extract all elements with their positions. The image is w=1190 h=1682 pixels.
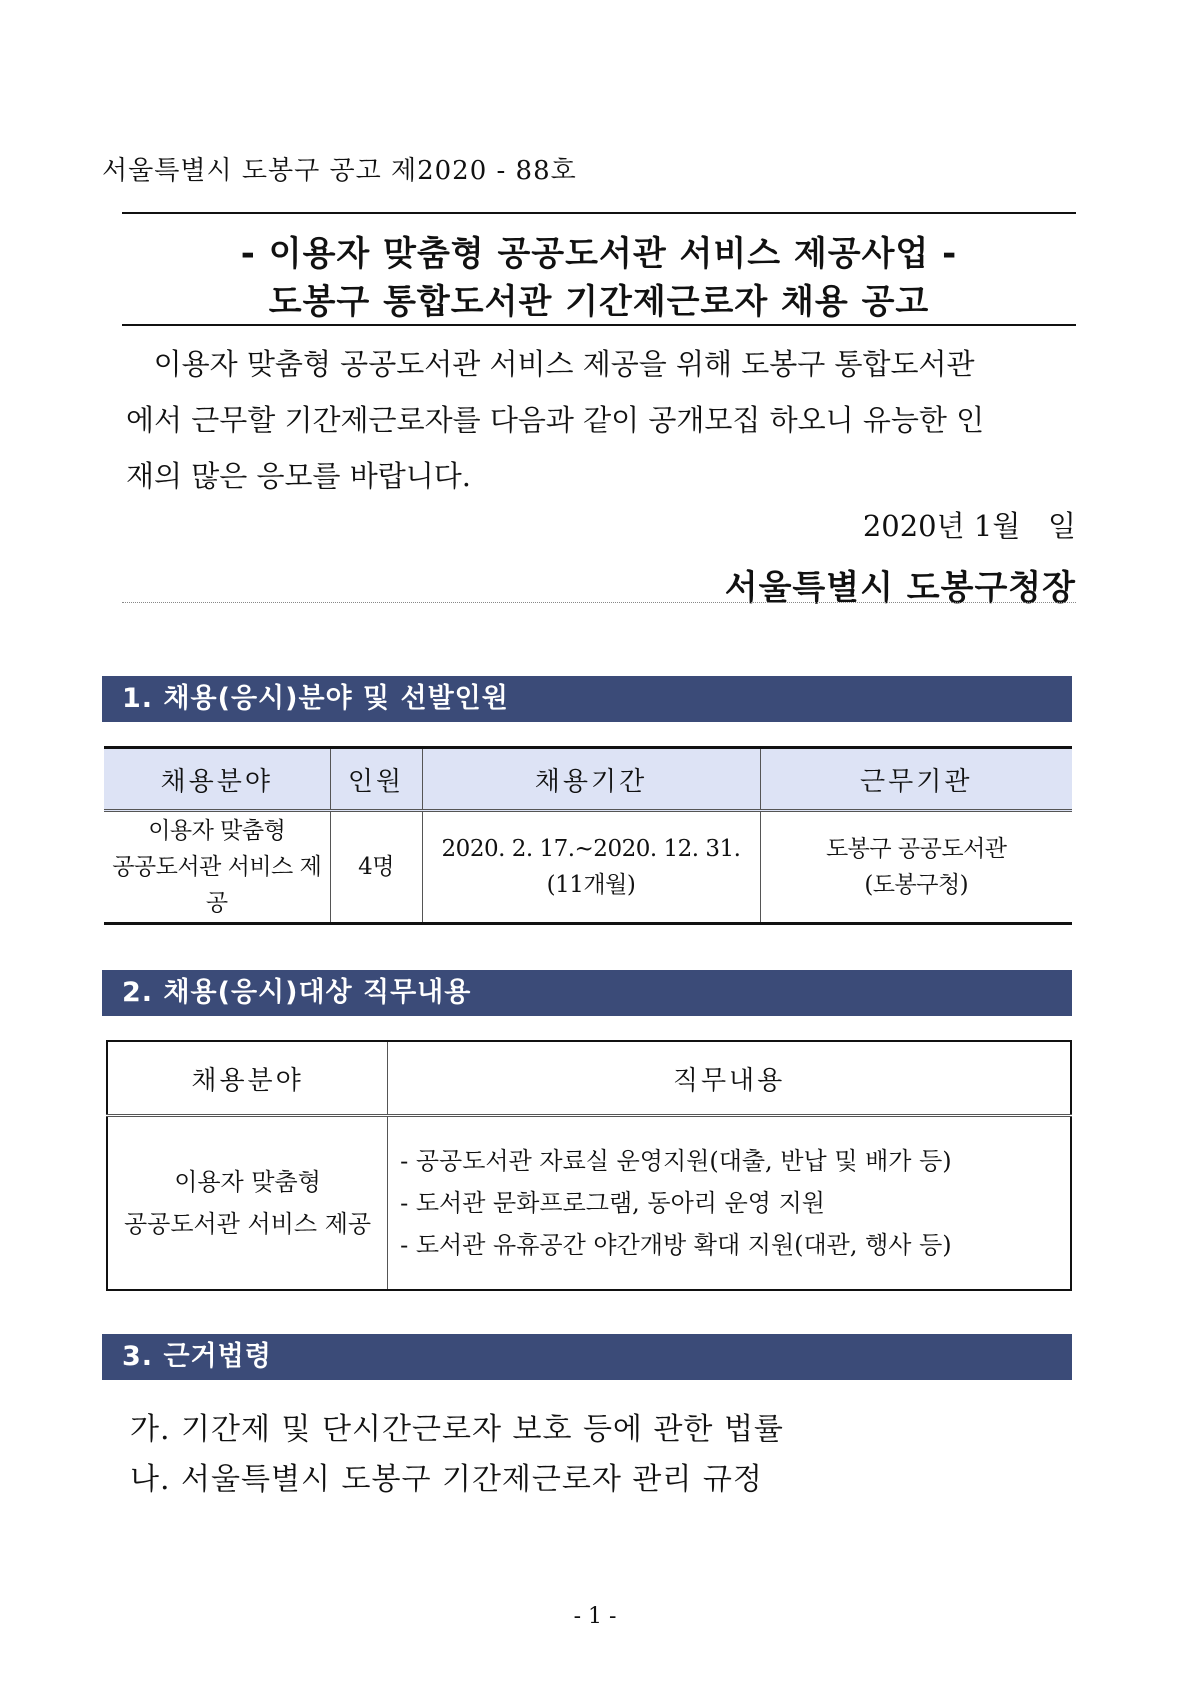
table-header-row [104, 748, 1072, 811]
header-org: 근무기관 [760, 748, 1072, 811]
cell-field-line-2: 공공도서관 서비스 제공 [124, 1210, 372, 1238]
section-1-header: 1. 채용(응시)분야 및 선발인원 [102, 676, 1072, 722]
header-period: 채용기간 [422, 748, 760, 811]
cell-field-line-2: 공공도서관 서비스 제공 [112, 854, 322, 916]
duty-item: - 공공도서관 자료실 운영지원(대출, 반납 및 배가 등) [400, 1147, 952, 1175]
intro-line: 재의 많은 응모를 바랍니다. [126, 459, 472, 493]
cell-period-line-2: (11개월) [546, 872, 636, 898]
header-field: 채용분야 [107, 1041, 388, 1116]
header-field: 채용분야 [104, 748, 330, 811]
cell-field-line-1: 이용자 맞춤형 [174, 1168, 321, 1196]
title-line-2: 도봉구 통합도서관 기간제근로자 채용 공고 [268, 282, 930, 322]
cell-count: 4명 [330, 811, 422, 924]
intro-paragraph [126, 336, 1076, 504]
header-duties: 직무내용 [388, 1041, 1071, 1116]
cell-field-line-1: 이용자 맞춤형 [148, 818, 286, 844]
title-bottom-rule [122, 324, 1076, 326]
intro-line: 에서 근무할 기간제근로자를 다음과 같이 공개모집 하오니 유능한 인 [126, 403, 985, 437]
cell-org-line-2: (도봉구청) [864, 872, 969, 898]
section-3-header: 3. 근거법령 [102, 1334, 1072, 1380]
table-row [104, 811, 1072, 924]
title-line-1: - 이용자 맞춤형 공공도서관 서비스 제공사업 - [240, 234, 958, 274]
recruitment-table [104, 746, 1072, 925]
cell-duties [388, 1116, 1071, 1291]
section-2-header: 2. 채용(응시)대상 직무내용 [102, 970, 1072, 1016]
signer: 서울특별시 도봉구청장 [724, 568, 1076, 608]
header-count: 인원 [330, 748, 422, 811]
duty-item: - 도서관 문화프로그램, 동아리 운영 지원 [400, 1189, 825, 1217]
duties-table [106, 1040, 1072, 1291]
cell-org-line-1: 도봉구 공공도서관 [825, 836, 1007, 862]
dotted-divider [122, 602, 1076, 603]
title-top-rule [122, 212, 1076, 214]
notice-date: 2020년 1월 일 [862, 509, 1076, 543]
law-item: 나. 서울특별시 도봉구 기간제근로자 관리 규정 [130, 1462, 763, 1497]
cell-org [760, 811, 1072, 924]
cell-field [104, 811, 330, 924]
page-number: - 1 - [573, 1604, 617, 1629]
cell-period [422, 811, 760, 924]
duty-item: - 도서관 유휴공간 야간개방 확대 지원(대관, 행사 등) [400, 1231, 952, 1259]
intro-line: 이용자 맞춤형 공공도서관 서비스 제공을 위해 도봉구 통합도서관 [126, 347, 975, 381]
table-row [107, 1116, 1071, 1291]
cell-field [107, 1116, 388, 1291]
law-item: 가. 기간제 및 단시간근로자 보호 등에 관한 법률 [130, 1412, 784, 1447]
notice-number: 서울특별시 도봉구 공고 제2020 - 88호 [102, 156, 577, 186]
cell-period-line-1: 2020. 2. 17.~2020. 12. 31. [441, 836, 741, 862]
table-header-row [107, 1041, 1071, 1116]
